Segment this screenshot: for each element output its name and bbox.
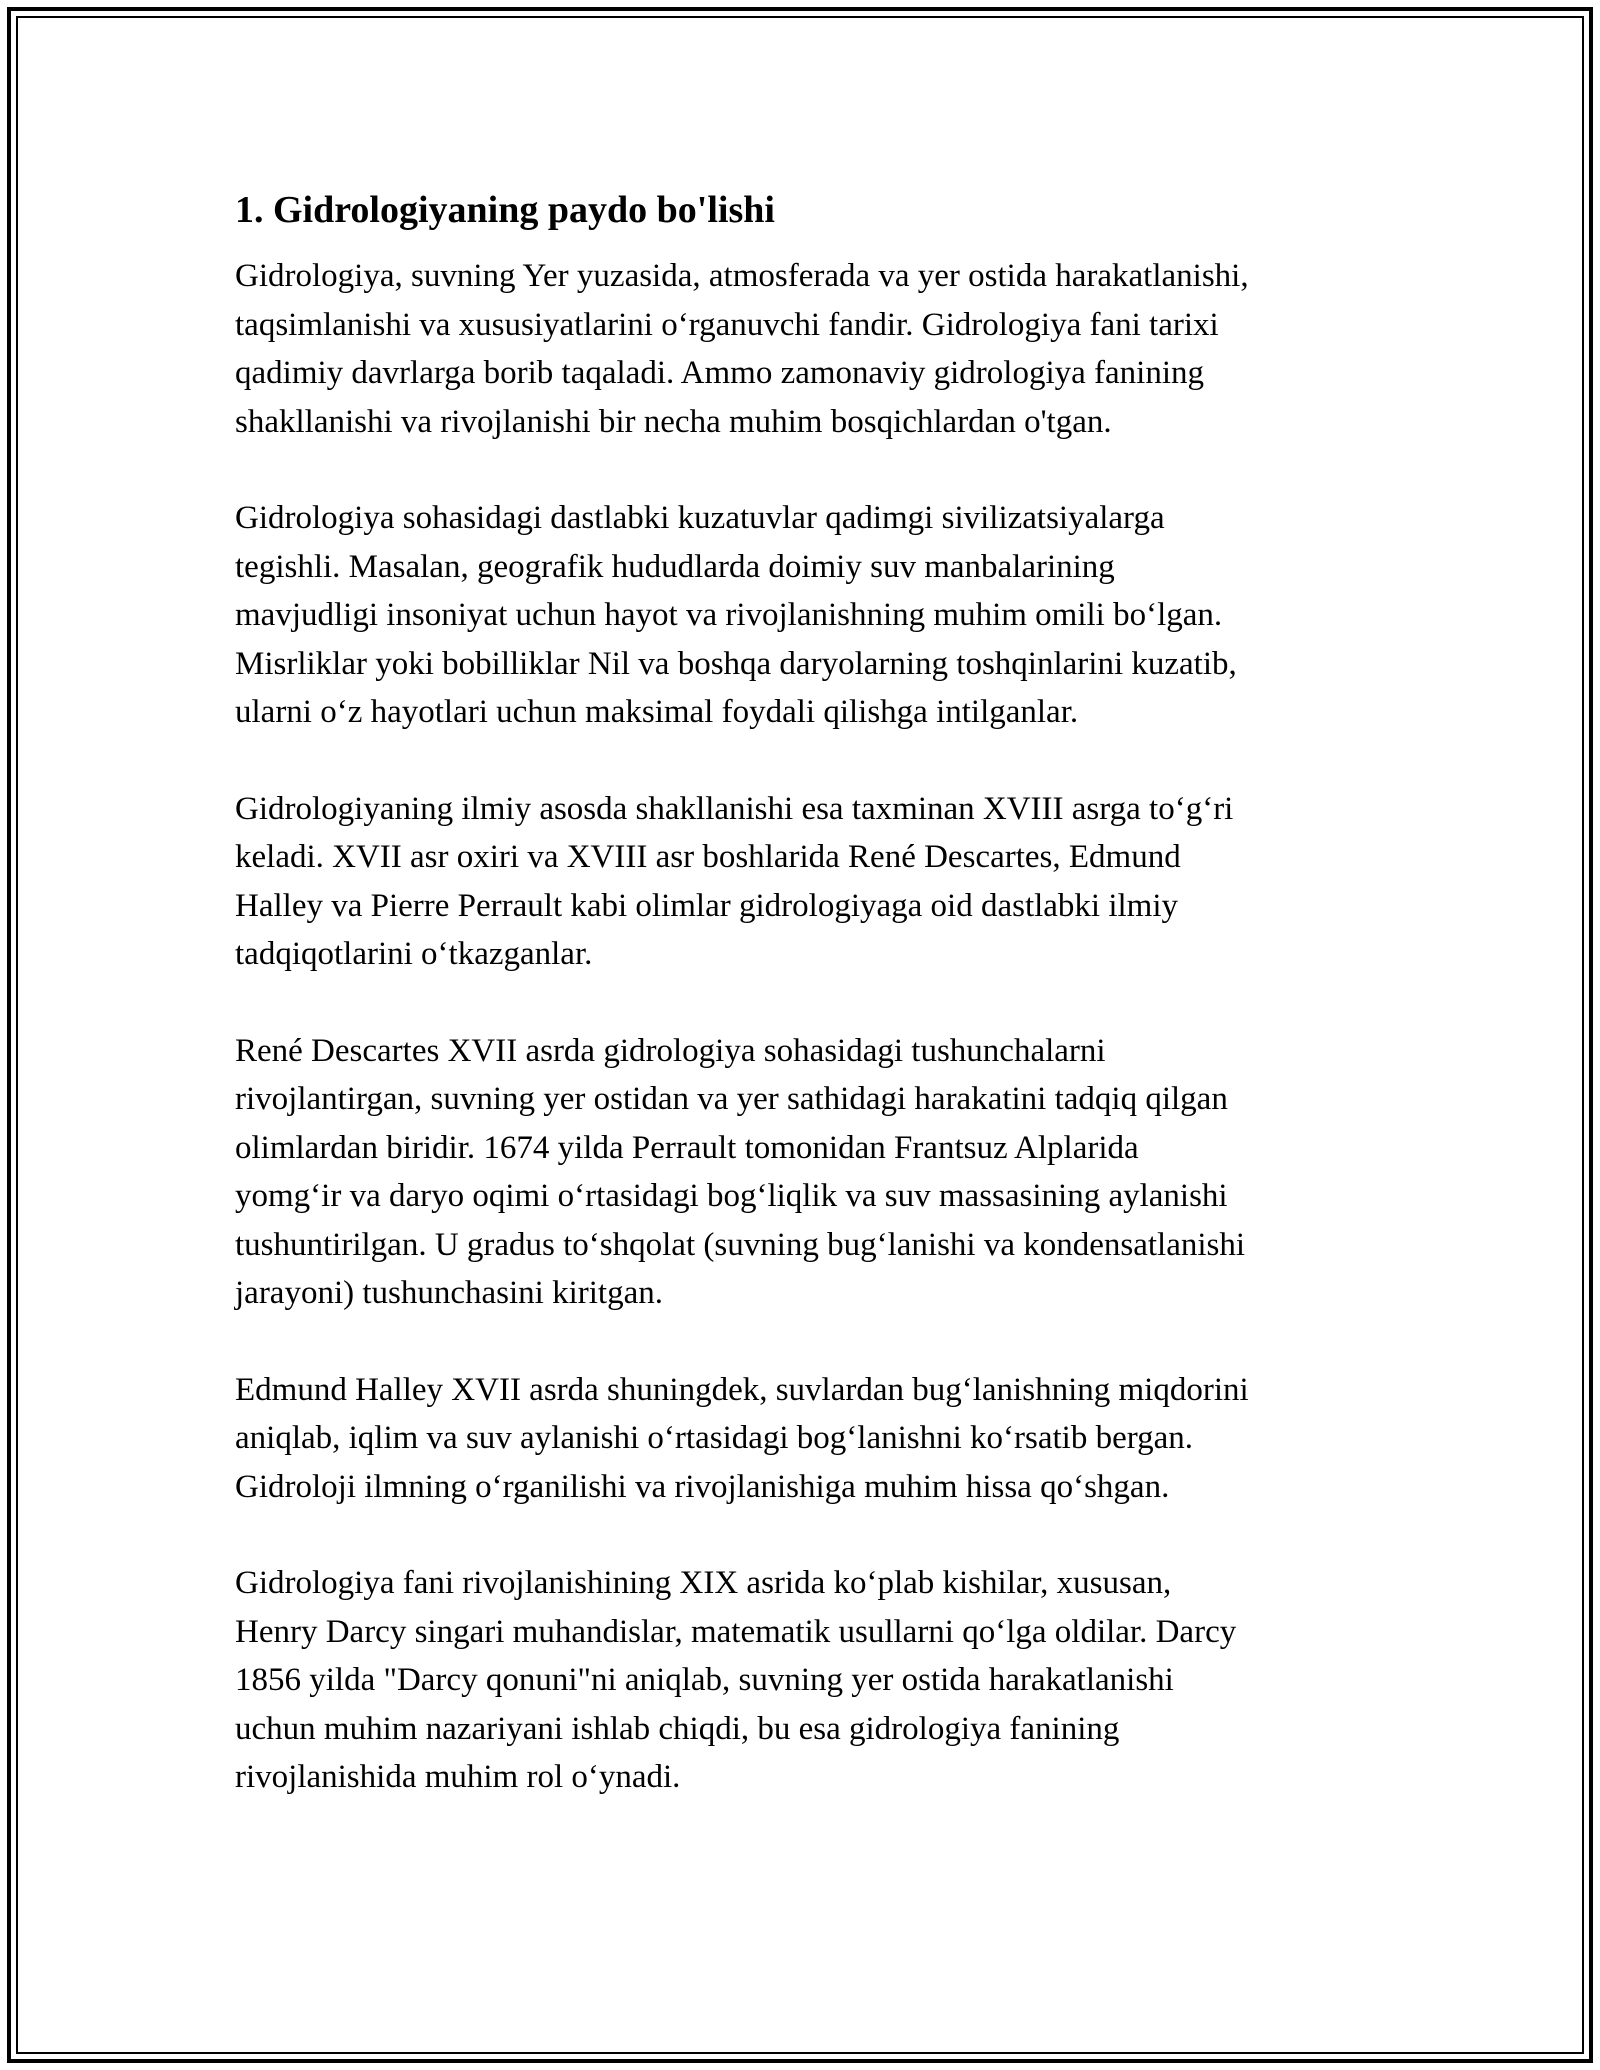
paragraph-line: uchun muhim nazariyani ishlab chiqdi, bu esa gidrologiya fanining bbox=[235, 1710, 1120, 1747]
paragraph-line: qadimiy davrlarga borib taqaladi. Ammo zamonaviy gidrologiya fanining bbox=[235, 355, 1204, 391]
paragraph-line: Henry Darcy singari muhandislar, matematik usullarni qo‘lga oldilar. Darcy bbox=[235, 1613, 1237, 1650]
paragraph-line: Gidrologiya, suvning Yer yuzasida, atmosferada va yer ostida harakatlanishi, bbox=[235, 258, 1249, 294]
paragraph-line: Gidrologiya fani rivojlanishining XIX asrida ko‘plab kishilar, xususan, bbox=[235, 1565, 1172, 1601]
paragraph-line: Gidroloji ilmning o‘rganilishi va rivojlanishiga muhim hissa qo‘shgan. bbox=[235, 1468, 1170, 1505]
paragraph-line: Edmund Halley XVII asrda shuningdek, suvlardan bug‘lanishning miqdorini bbox=[235, 1371, 1249, 1408]
paragraph-5 bbox=[235, 1366, 1395, 1512]
document-body bbox=[235, 186, 1395, 1850]
section-heading: 1. Gidrologiyaning paydo bo'lishi bbox=[235, 189, 775, 231]
paragraph-3 bbox=[235, 785, 1395, 979]
paragraph-line: Halley va Pierre Perrault kabi olimlar gidrologiyaga oid dastlabki ilmiy bbox=[235, 887, 1179, 924]
paragraph-4 bbox=[235, 1027, 1395, 1318]
paragraph-2 bbox=[235, 494, 1395, 737]
paragraph-line: tushuntirilgan. U gradus to‘shqolat (suvning bug‘lanishi va kondensatlanishi bbox=[235, 1226, 1246, 1263]
paragraph-line: tegishli. Masalan, geografik hududlarda doimiy suv manbalarining bbox=[235, 548, 1115, 585]
paragraph-list bbox=[235, 252, 1395, 1802]
paragraph-line: shakllanishi va rivojlanishi bir necha muhim bosqichlardan o'tgan. bbox=[235, 403, 1112, 440]
paragraph-line: René Descartes XVII asrda gidrologiya sohasidagi tushunchalarni bbox=[235, 1032, 1106, 1069]
paragraph-line: tadqiqotlarini o‘tkazganlar. bbox=[235, 936, 593, 972]
paragraph-line: yomg‘ir va daryo oqimi o‘rtasidagi bog‘liqlik va suv massasining aylanishi bbox=[235, 1178, 1228, 1214]
paragraph-1 bbox=[235, 252, 1395, 446]
paragraph-line: Gidrologiyaning ilmiy asosda shakllanishi esa taxminan XVIII asrga to‘g‘ri bbox=[235, 790, 1234, 827]
paragraph-line: Misrliklar yoki bobilliklar Nil va boshqa daryolarning toshqinlarini kuzatib, bbox=[235, 645, 1237, 682]
paragraph-line: jarayoni) tushunchasini kiritgan. bbox=[235, 1275, 663, 1311]
paragraph-line: rivojlantirgan, suvning yer ostidan va yer sathidagi harakatini tadqiq qilgan bbox=[235, 1081, 1228, 1117]
paragraph-line: ularni o‘z hayotlari uchun maksimal foydali qilishga intilganlar. bbox=[235, 694, 1079, 730]
paragraph-line: 1856 yilda "Darcy qonuni"ni aniqlab, suvning yer ostida harakatlanishi bbox=[235, 1662, 1174, 1698]
paragraph-6 bbox=[235, 1559, 1395, 1802]
paragraph-line: aniqlab, iqlim va suv aylanishi o‘rtasidagi bog‘lanishni ko‘rsatib bergan. bbox=[235, 1420, 1194, 1456]
paragraph-line: mavjudligi insoniyat uchun hayot va rivojlanishning muhim omili bo‘lgan. bbox=[235, 597, 1223, 633]
paragraph-line: olimlardan biridir. 1674 yilda Perrault tomonidan Frantsuz Alplarida bbox=[235, 1129, 1139, 1166]
paragraph-line: Gidrologiya sohasidagi dastlabki kuzatuvlar qadimgi sivilizatsiyalarga bbox=[235, 500, 1165, 536]
paragraph-line: taqsimlanishi va xususiyatlarini o‘rganuvchi fandir. Gidrologiya fani tarixi bbox=[235, 306, 1219, 343]
paragraph-line: rivojlanishida muhim rol o‘ynadi. bbox=[235, 1759, 681, 1795]
paragraph-line: keladi. XVII asr oxiri va XVIII asr boshlarida René Descartes, Edmund bbox=[235, 839, 1181, 875]
